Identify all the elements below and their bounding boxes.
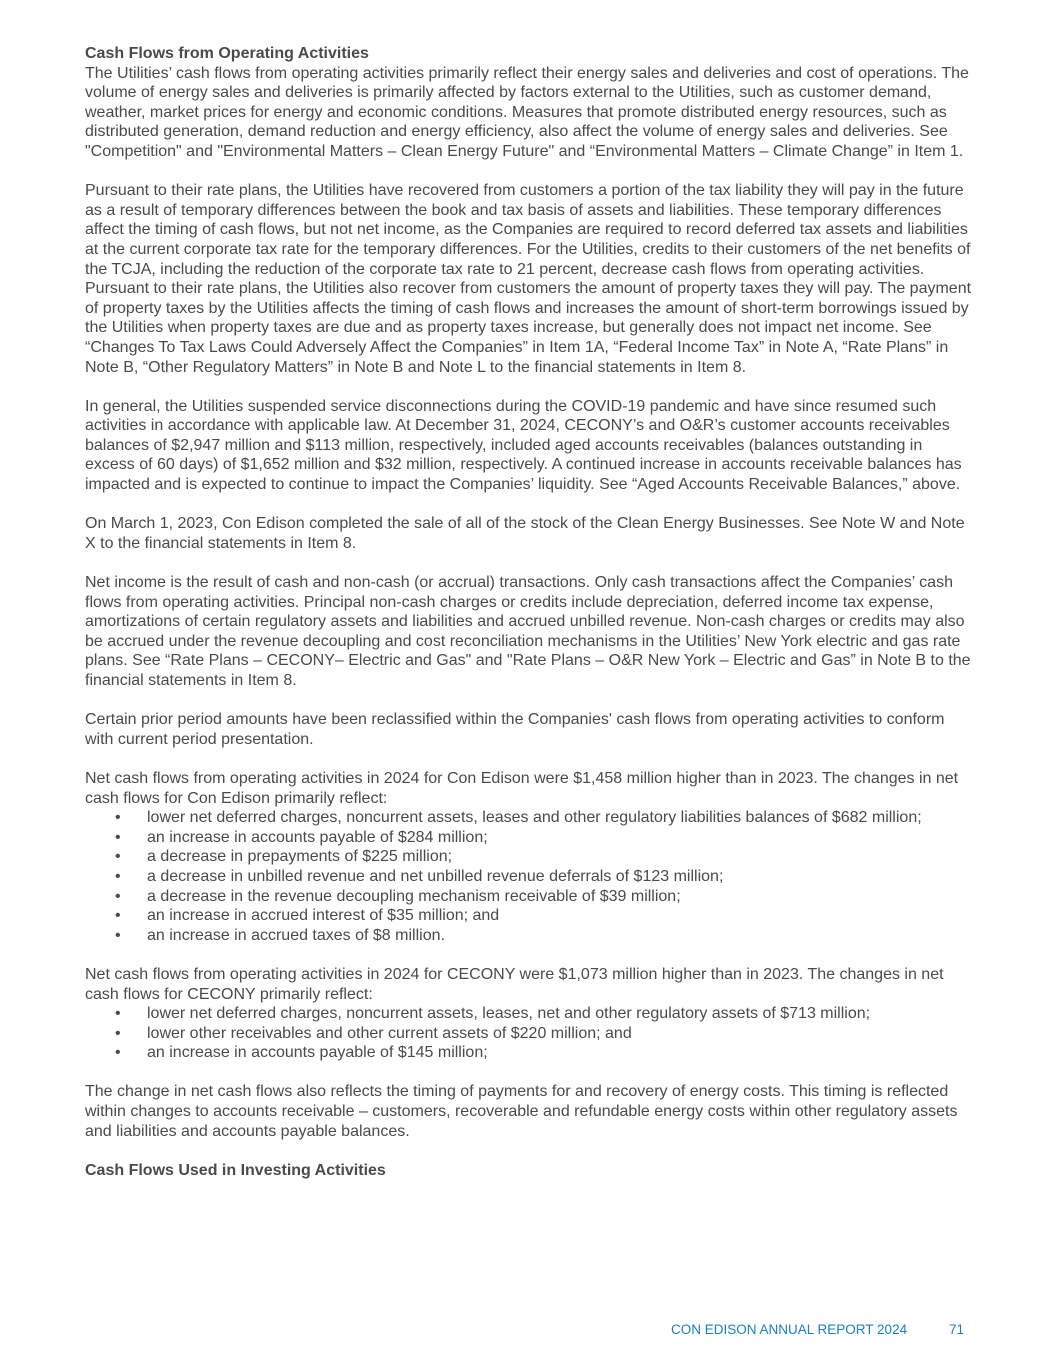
list-item [85,828,975,848]
list-item [85,808,975,828]
list-item-text: a decrease in prepayments of $225 million; [147,848,453,866]
list-item [85,926,975,946]
list-item-text: a decrease in the revenue decoupling mechanism receivable of $39 million; [147,887,681,905]
paragraph-covid-receivables: In general, the Utilities suspended service disconnections during the COVID-19 pandemic and have since resumed such activities in accordance with applicable law. At December 31, 2024, CECONY’s and O&R’s customer accounts receivables balances of $2,947 million and $113 million, respectively, included aged accounts receivables (balances outstanding in excess of 60 days) of $1,652 million and $32 million, respectively. A continued increase in accounts receivable balances has impacted and is expected to continue to impact the Companies’ liquidity. See “Aged Accounts Receivable Balances,” above. [85,397,962,494]
cecony-net-cash-intro: Net cash flows from operating activities in 2024 for CECONY were $1,073 million higher than in 2023. The changes in net cash flows for CECONY primarily reflect: [85,965,944,1003]
list-item [85,847,975,867]
paragraph-clean-energy-sale: On March 1, 2023, Con Edison completed the sale of all of the stock of the Clean Energy Businesses. See Note W and Note X to the financial statements in Item 8. [85,515,965,552]
list-item [85,1043,975,1063]
bullet-icon: • [115,828,121,846]
list-item-text: lower other receivables and other current assets of $220 million; and [147,1024,632,1042]
bullet-icon: • [115,907,121,925]
list-item-text: an increase in accrued taxes of $8 million. [147,926,445,944]
report-title: CON EDISON ANNUAL REPORT 2024 [671,1322,908,1337]
paragraph-cash-flows-overview: The Utilities’ cash flows from operating activities primarily reflect their energy sales and deliveries and cost of operations. The volume of energy sales and deliveries is primarily affected by factors external to the Utilities, such as customer demand, weather, market prices for energy and economic conditions. Measures that promote distributed energy resources, such as distributed generation, demand reduction and energy efficiency, also affect the volume of energy sales and deliveries. See "Competition" and "Environmental Matters – Clean Energy Future" and “Environmental Matters – Climate Change” in Item 1. [85,64,969,160]
operating-activities-heading: Cash Flows from Operating Activities [85,45,369,62]
page-body [85,44,975,1180]
con-edison-changes-list [85,808,975,945]
paragraph-reclassification: Certain prior period amounts have been reclassified within the Companies' cash flows from operating activities to conform with current period presentation. [85,711,945,748]
bullet-icon: • [115,1005,121,1023]
cecony-changes-list [85,1004,975,1063]
bullet-icon: • [115,848,121,866]
bullet-icon: • [115,809,121,827]
paragraph-energy-cost-timing: The change in net cash flows also reflects the timing of payments for and recovery of energy costs. This timing is reflected within changes to accounts receivable – customers, recoverable and refundable energy costs within other regulatory assets and liabilities and accounts payable balances. [85,1083,958,1140]
investing-activities-heading: Cash Flows Used in Investing Activities [85,1161,386,1179]
list-item-text: lower net deferred charges, noncurrent assets, leases, net and other regulatory assets of $713 million; [147,1005,871,1023]
list-item [85,906,975,926]
list-item [85,1024,975,1044]
bullet-icon: • [115,867,121,885]
list-item [85,1004,975,1024]
list-item-text: an increase in accrued interest of $35 million; and [147,907,500,925]
bullet-icon: • [115,926,121,944]
con-edison-net-cash-intro: Net cash flows from operating activities in 2024 for Con Edison were $1,458 million higher than in 2023. The changes in net cash flows for Con Edison primarily reflect: [85,769,959,807]
list-item-text: a decrease in unbilled revenue and net unbilled revenue deferrals of $123 million; [147,867,724,885]
page-number: 71 [949,1322,965,1337]
paragraph-rate-plans-tax: Pursuant to their rate plans, the Utilities have recovered from customers a portion of the tax liability they will pay in the future as a result of temporary differences between the book and tax basis of assets and liabilities. These temporary differences affect the timing of cash flows, but not net income, as the Companies are required to record deferred tax assets and liabilities at the current corporate tax rate for the temporary differences. For the Utilities, credits to their customers of the net benefits of the TCJA, including the reduction of the corporate tax rate to 21 percent, decrease cash flows from operating activities. Pursuant to their rate plans, the Utilities also recover from customers the amount of property taxes they will pay. The payment of property taxes by the Utilities affects the timing of cash flows and increases the amount of short-term borrowings issued by the Utilities when property taxes are due and as property taxes increase, but generally does not impact net income. See “Changes To Tax Laws Could Adversely Affect the Companies” in Item 1A, “Federal Income Tax” in Note A, “Rate Plans” in Note B, “Other Regulatory Matters” in Note B and Note L to the financial statements in Item 8. [85,182,972,376]
list-item-text: an increase in accounts payable of $284 million; [147,828,488,846]
bullet-icon: • [115,1024,121,1042]
bullet-icon: • [115,1044,121,1062]
bullet-icon: • [115,887,121,905]
paragraph-non-cash-transactions: Net income is the result of cash and non-cash (or accrual) transactions. Only cash transactions affect the Companies’ cash flows from operating activities. Principal non-cash charges or credits include depreciation, deferred income tax expense, amortizations of certain regulatory assets and liabilities and accrued unbilled revenue. Non-cash charges or credits may also be accrued under the revenue decoupling and cost reconciliation mechanisms in the Utilities’ New York electric and gas rate plans. See “Rate Plans – CECONY– Electric and Gas" and "Rate Plans – O&R New York – Electric and Gas” in Note B to the financial statements in Item 8. [85,574,971,689]
list-item [85,887,975,907]
list-item-text: an increase in accounts payable of $145 million; [147,1044,488,1062]
list-item-text: lower net deferred charges, noncurrent assets, leases and other regulatory liabilities balances of $682 million; [147,809,922,827]
list-item [85,867,975,887]
